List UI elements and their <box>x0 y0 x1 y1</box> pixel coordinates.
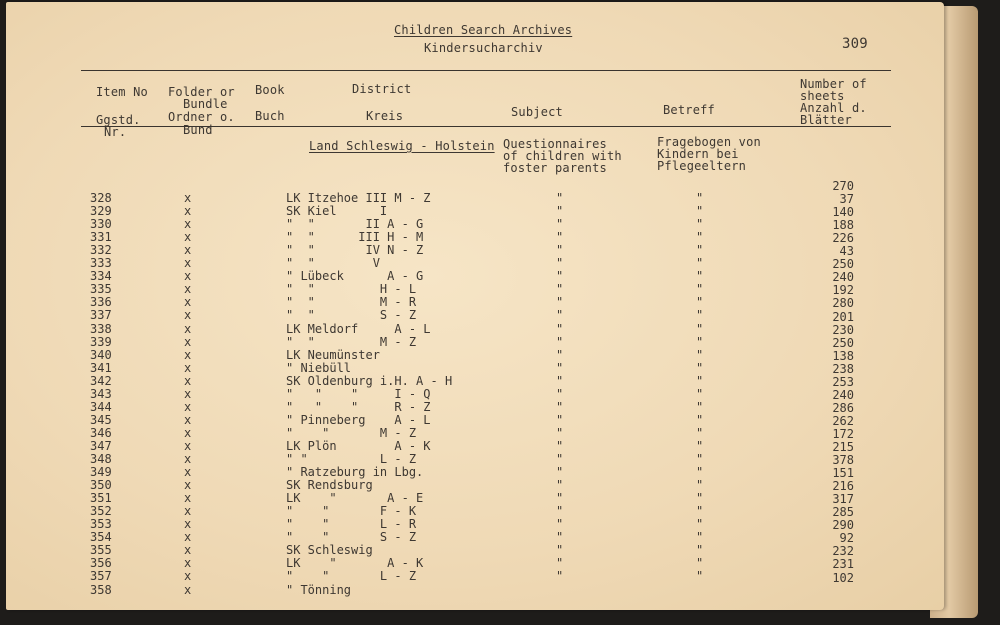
district-name: LK " A - K <box>286 556 424 571</box>
betreff-ditto: " <box>696 269 704 284</box>
district-name: " " L - Z <box>286 569 417 584</box>
district-name: " Niebüll <box>286 360 352 375</box>
folder-mark: x <box>184 491 192 506</box>
col-item-de-2: Nr. <box>104 125 127 139</box>
subject-ditto: " <box>556 217 564 232</box>
betreff-ditto: " <box>696 530 704 545</box>
district-name: LK " A - E <box>286 491 424 506</box>
district-name: " " " R - Z <box>286 399 431 414</box>
subject-ditto: " <box>556 256 564 271</box>
col-district-en: District <box>352 82 412 96</box>
district-name: SK Oldenburg i.H. A - H <box>286 373 453 388</box>
district-name: " " M - Z <box>286 425 417 440</box>
item-number: 355 <box>90 543 112 558</box>
sheet-count: 188 <box>832 218 854 233</box>
page-subtitle: Kindersucharchiv <box>424 41 543 55</box>
subject-ditto: " <box>556 191 564 205</box>
sheet-count: 37 <box>839 192 854 207</box>
col-sheets-4: Blätter <box>800 113 852 127</box>
sheet-count: 226 <box>832 231 854 246</box>
col-folder-1: Folder or <box>168 85 235 99</box>
folder-mark: x <box>184 347 192 362</box>
folder-mark: x <box>184 569 192 584</box>
betreff-ditto: " <box>696 308 704 323</box>
subject-ditto: " <box>556 569 564 584</box>
folder-mark: x <box>184 412 192 427</box>
item-number: 328 <box>90 191 112 205</box>
betreff-ditto: " <box>696 360 704 375</box>
sheet-count: 240 <box>832 270 854 285</box>
header-top-rule <box>81 70 891 71</box>
subject-ditto: " <box>556 243 564 258</box>
item-number: 339 <box>90 334 112 349</box>
item-number: 346 <box>90 425 112 440</box>
betreff-ditto: " <box>696 295 704 310</box>
folder-mark: x <box>184 308 192 323</box>
betreff-ditto: " <box>696 452 704 466</box>
sheet-count: 290 <box>832 518 854 533</box>
district-name: " Tönning <box>286 582 352 597</box>
sheet-count: 216 <box>832 479 854 494</box>
folder-mark: x <box>184 334 192 349</box>
subject-ditto: " <box>556 465 564 480</box>
subject-ditto: " <box>556 308 564 323</box>
folder-mark: x <box>184 230 192 245</box>
sheet-count: 230 <box>832 322 854 337</box>
betreff-ditto: " <box>696 399 704 414</box>
sheet-count: 270 <box>832 179 854 193</box>
item-number: 333 <box>90 256 112 271</box>
subject-ditto: " <box>556 556 564 571</box>
sheet-count: 172 <box>832 426 854 441</box>
item-number: 344 <box>90 399 112 414</box>
district-name: " " II A - G <box>286 217 424 232</box>
folder-mark: x <box>184 282 192 297</box>
item-number: 337 <box>90 308 112 323</box>
section-subject-1: Questionnaires <box>503 137 607 151</box>
item-number: 332 <box>90 243 112 258</box>
item-number: 330 <box>90 217 112 232</box>
item-number: 335 <box>90 282 112 297</box>
item-number: 354 <box>90 530 112 545</box>
item-number: 350 <box>90 478 112 493</box>
sheet-count: 280 <box>832 296 854 311</box>
folder-mark: x <box>184 530 192 545</box>
subject-ditto: " <box>556 543 564 558</box>
betreff-ditto: " <box>696 204 704 219</box>
folder-mark: x <box>184 256 192 271</box>
district-name: " Ratzeburg in Lbg. <box>286 465 424 480</box>
sheet-count: 201 <box>832 309 854 324</box>
subject-ditto: " <box>556 321 564 336</box>
col-district-de: Kreis <box>366 109 404 123</box>
subject-ditto: " <box>556 334 564 349</box>
subject-ditto: " <box>556 230 564 245</box>
subject-ditto: " <box>556 204 564 219</box>
betreff-ditto: " <box>696 282 704 297</box>
district-name: SK Rendsburg <box>286 478 373 493</box>
col-item-en: Item No <box>96 85 148 99</box>
header-bottom-rule <box>81 126 891 127</box>
subject-ditto: " <box>556 438 564 453</box>
col-betreff: Betreff <box>663 103 715 117</box>
district-name: LK Meldorf A - L <box>286 321 431 336</box>
folder-mark: x <box>184 399 192 414</box>
district-name: " " IV N - Z <box>286 243 424 258</box>
item-number: 347 <box>90 438 112 453</box>
folder-mark: x <box>184 295 192 310</box>
item-number: 358 <box>90 582 112 597</box>
subject-ditto: " <box>556 269 564 284</box>
ledger-page <box>6 2 944 610</box>
betreff-ditto: " <box>696 334 704 349</box>
folder-mark: x <box>184 582 192 597</box>
section-subject-2: of children with <box>503 149 622 163</box>
subject-ditto: " <box>556 412 564 427</box>
district-name: " " " I - Q <box>286 386 431 401</box>
item-number: 345 <box>90 412 112 427</box>
sheet-count: 378 <box>832 453 854 468</box>
folder-mark: x <box>184 543 192 558</box>
district-name: LK Itzehoe III M - Z <box>286 191 431 205</box>
betreff-ditto: " <box>696 243 704 258</box>
district-name: " " S - Z <box>286 308 417 323</box>
subject-ditto: " <box>556 478 564 493</box>
sheet-count: 286 <box>832 400 854 415</box>
col-folder-2: Bundle <box>183 97 228 111</box>
folder-mark: x <box>184 478 192 493</box>
item-number: 340 <box>90 347 112 362</box>
district-name: " " S - Z <box>286 530 417 545</box>
sheet-count: 253 <box>832 374 854 389</box>
betreff-ditto: " <box>696 191 704 205</box>
item-number: 356 <box>90 556 112 571</box>
subject-ditto: " <box>556 491 564 506</box>
section-land-title: Land Schleswig - Holstein <box>309 139 495 153</box>
col-book-en: Book <box>255 83 285 97</box>
betreff-ditto: " <box>696 321 704 336</box>
sheet-count: 232 <box>832 544 854 559</box>
sheet-count: 215 <box>832 440 854 454</box>
item-number: 357 <box>90 569 112 584</box>
district-name: SK Schleswig <box>286 543 373 558</box>
betreff-ditto: " <box>696 543 704 558</box>
col-book-de: Buch <box>255 109 285 123</box>
betreff-ditto: " <box>696 347 704 362</box>
folder-mark: x <box>184 243 192 258</box>
betreff-ditto: " <box>696 425 704 440</box>
sheet-count: 151 <box>832 466 854 481</box>
betreff-ditto: " <box>696 517 704 532</box>
subject-ditto: " <box>556 452 564 466</box>
betreff-ditto: " <box>696 217 704 232</box>
district-name: " " H - L <box>286 282 417 297</box>
betreff-ditto: " <box>696 504 704 519</box>
folder-mark: x <box>184 438 192 453</box>
subject-ditto: " <box>556 360 564 375</box>
betreff-ditto: " <box>696 256 704 271</box>
subject-ditto: " <box>556 504 564 519</box>
item-number: 329 <box>90 204 112 219</box>
betreff-ditto: " <box>696 230 704 245</box>
betreff-ditto: " <box>696 465 704 480</box>
item-number: 341 <box>90 360 112 375</box>
subject-ditto: " <box>556 530 564 545</box>
page-title: Children Search Archives <box>394 23 573 37</box>
betreff-ditto: " <box>696 373 704 388</box>
district-name: " " III H - M <box>286 230 424 245</box>
col-subject: Subject <box>511 105 563 119</box>
sheet-count: 262 <box>832 413 854 428</box>
district-name: " " F - K <box>286 504 417 519</box>
sheet-count: 238 <box>832 361 854 376</box>
item-number: 353 <box>90 517 112 532</box>
district-name: " Pinneberg A - L <box>286 412 431 427</box>
col-item-de-1: Ggstd. <box>96 113 141 127</box>
district-name: " " L - Z <box>286 452 417 466</box>
item-number: 338 <box>90 321 112 336</box>
district-name: LK Neumünster <box>286 347 380 362</box>
col-sheets-1: Number of <box>800 77 867 91</box>
folder-mark: x <box>184 321 192 336</box>
folder-mark: x <box>184 425 192 440</box>
section-betreff-1: Fragebogen von <box>657 135 761 149</box>
sheet-count: 138 <box>832 348 854 363</box>
folder-mark: x <box>184 373 192 388</box>
col-sheets-2: sheets <box>800 89 845 103</box>
item-number: 348 <box>90 452 112 466</box>
subject-ditto: " <box>556 373 564 388</box>
folder-mark: x <box>184 360 192 375</box>
sheet-count: 102 <box>832 570 854 585</box>
col-folder-3: Ordner o. <box>168 110 235 124</box>
folder-mark: x <box>184 217 192 232</box>
folder-mark: x <box>184 517 192 532</box>
subject-ditto: " <box>556 517 564 532</box>
section-betreff-3: Pflegeeltern <box>657 159 747 173</box>
sheet-count: 43 <box>839 244 854 259</box>
folder-mark: x <box>184 386 192 401</box>
betreff-ditto: " <box>696 491 704 506</box>
district-name: " Lübeck A - G <box>286 269 424 284</box>
betreff-ditto: " <box>696 412 704 427</box>
district-name: " " M - Z <box>286 334 417 349</box>
subject-ditto: " <box>556 282 564 297</box>
subject-ditto: " <box>556 295 564 310</box>
subject-ditto: " <box>556 386 564 401</box>
subject-ditto: " <box>556 347 564 362</box>
col-folder-4: Bund <box>183 123 213 137</box>
betreff-ditto: " <box>696 386 704 401</box>
item-number: 342 <box>90 373 112 388</box>
col-sheets-3: Anzahl d. <box>800 101 867 115</box>
item-number: 351 <box>90 491 112 506</box>
subject-ditto: " <box>556 399 564 414</box>
folder-mark: x <box>184 504 192 519</box>
item-number: 331 <box>90 230 112 245</box>
item-number: 343 <box>90 386 112 401</box>
folder-mark: x <box>184 452 192 466</box>
sheet-count: 250 <box>832 335 854 350</box>
item-number: 336 <box>90 295 112 310</box>
folder-mark: x <box>184 465 192 480</box>
page-number: 309 <box>842 36 868 52</box>
folder-mark: x <box>184 269 192 284</box>
sheet-count: 192 <box>832 283 854 298</box>
district-name: SK Kiel I <box>286 204 388 219</box>
betreff-ditto: " <box>696 478 704 493</box>
folder-mark: x <box>184 191 192 205</box>
district-name: " " M - R <box>286 295 417 310</box>
folder-mark: x <box>184 556 192 571</box>
section-betreff-2: Kindern bei <box>657 147 739 161</box>
sheet-count: 92 <box>839 531 854 546</box>
district-name: " " L - R <box>286 517 417 532</box>
sheet-count: 240 <box>832 387 854 402</box>
betreff-ditto: " <box>696 569 704 584</box>
section-subject-3: foster parents <box>503 161 607 175</box>
sheet-count: 231 <box>832 557 854 572</box>
item-number: 352 <box>90 504 112 519</box>
subject-ditto: " <box>556 425 564 440</box>
folder-mark: x <box>184 204 192 219</box>
sheet-count: 285 <box>832 505 854 520</box>
district-name: " " V <box>286 256 380 271</box>
sheet-count: 140 <box>832 205 854 220</box>
item-number: 334 <box>90 269 112 284</box>
item-number: 349 <box>90 465 112 480</box>
betreff-ditto: " <box>696 556 704 571</box>
betreff-ditto: " <box>696 438 704 453</box>
sheet-count: 317 <box>832 492 854 507</box>
sheet-count: 250 <box>832 257 854 272</box>
district-name: LK Plön A - K <box>286 438 431 453</box>
